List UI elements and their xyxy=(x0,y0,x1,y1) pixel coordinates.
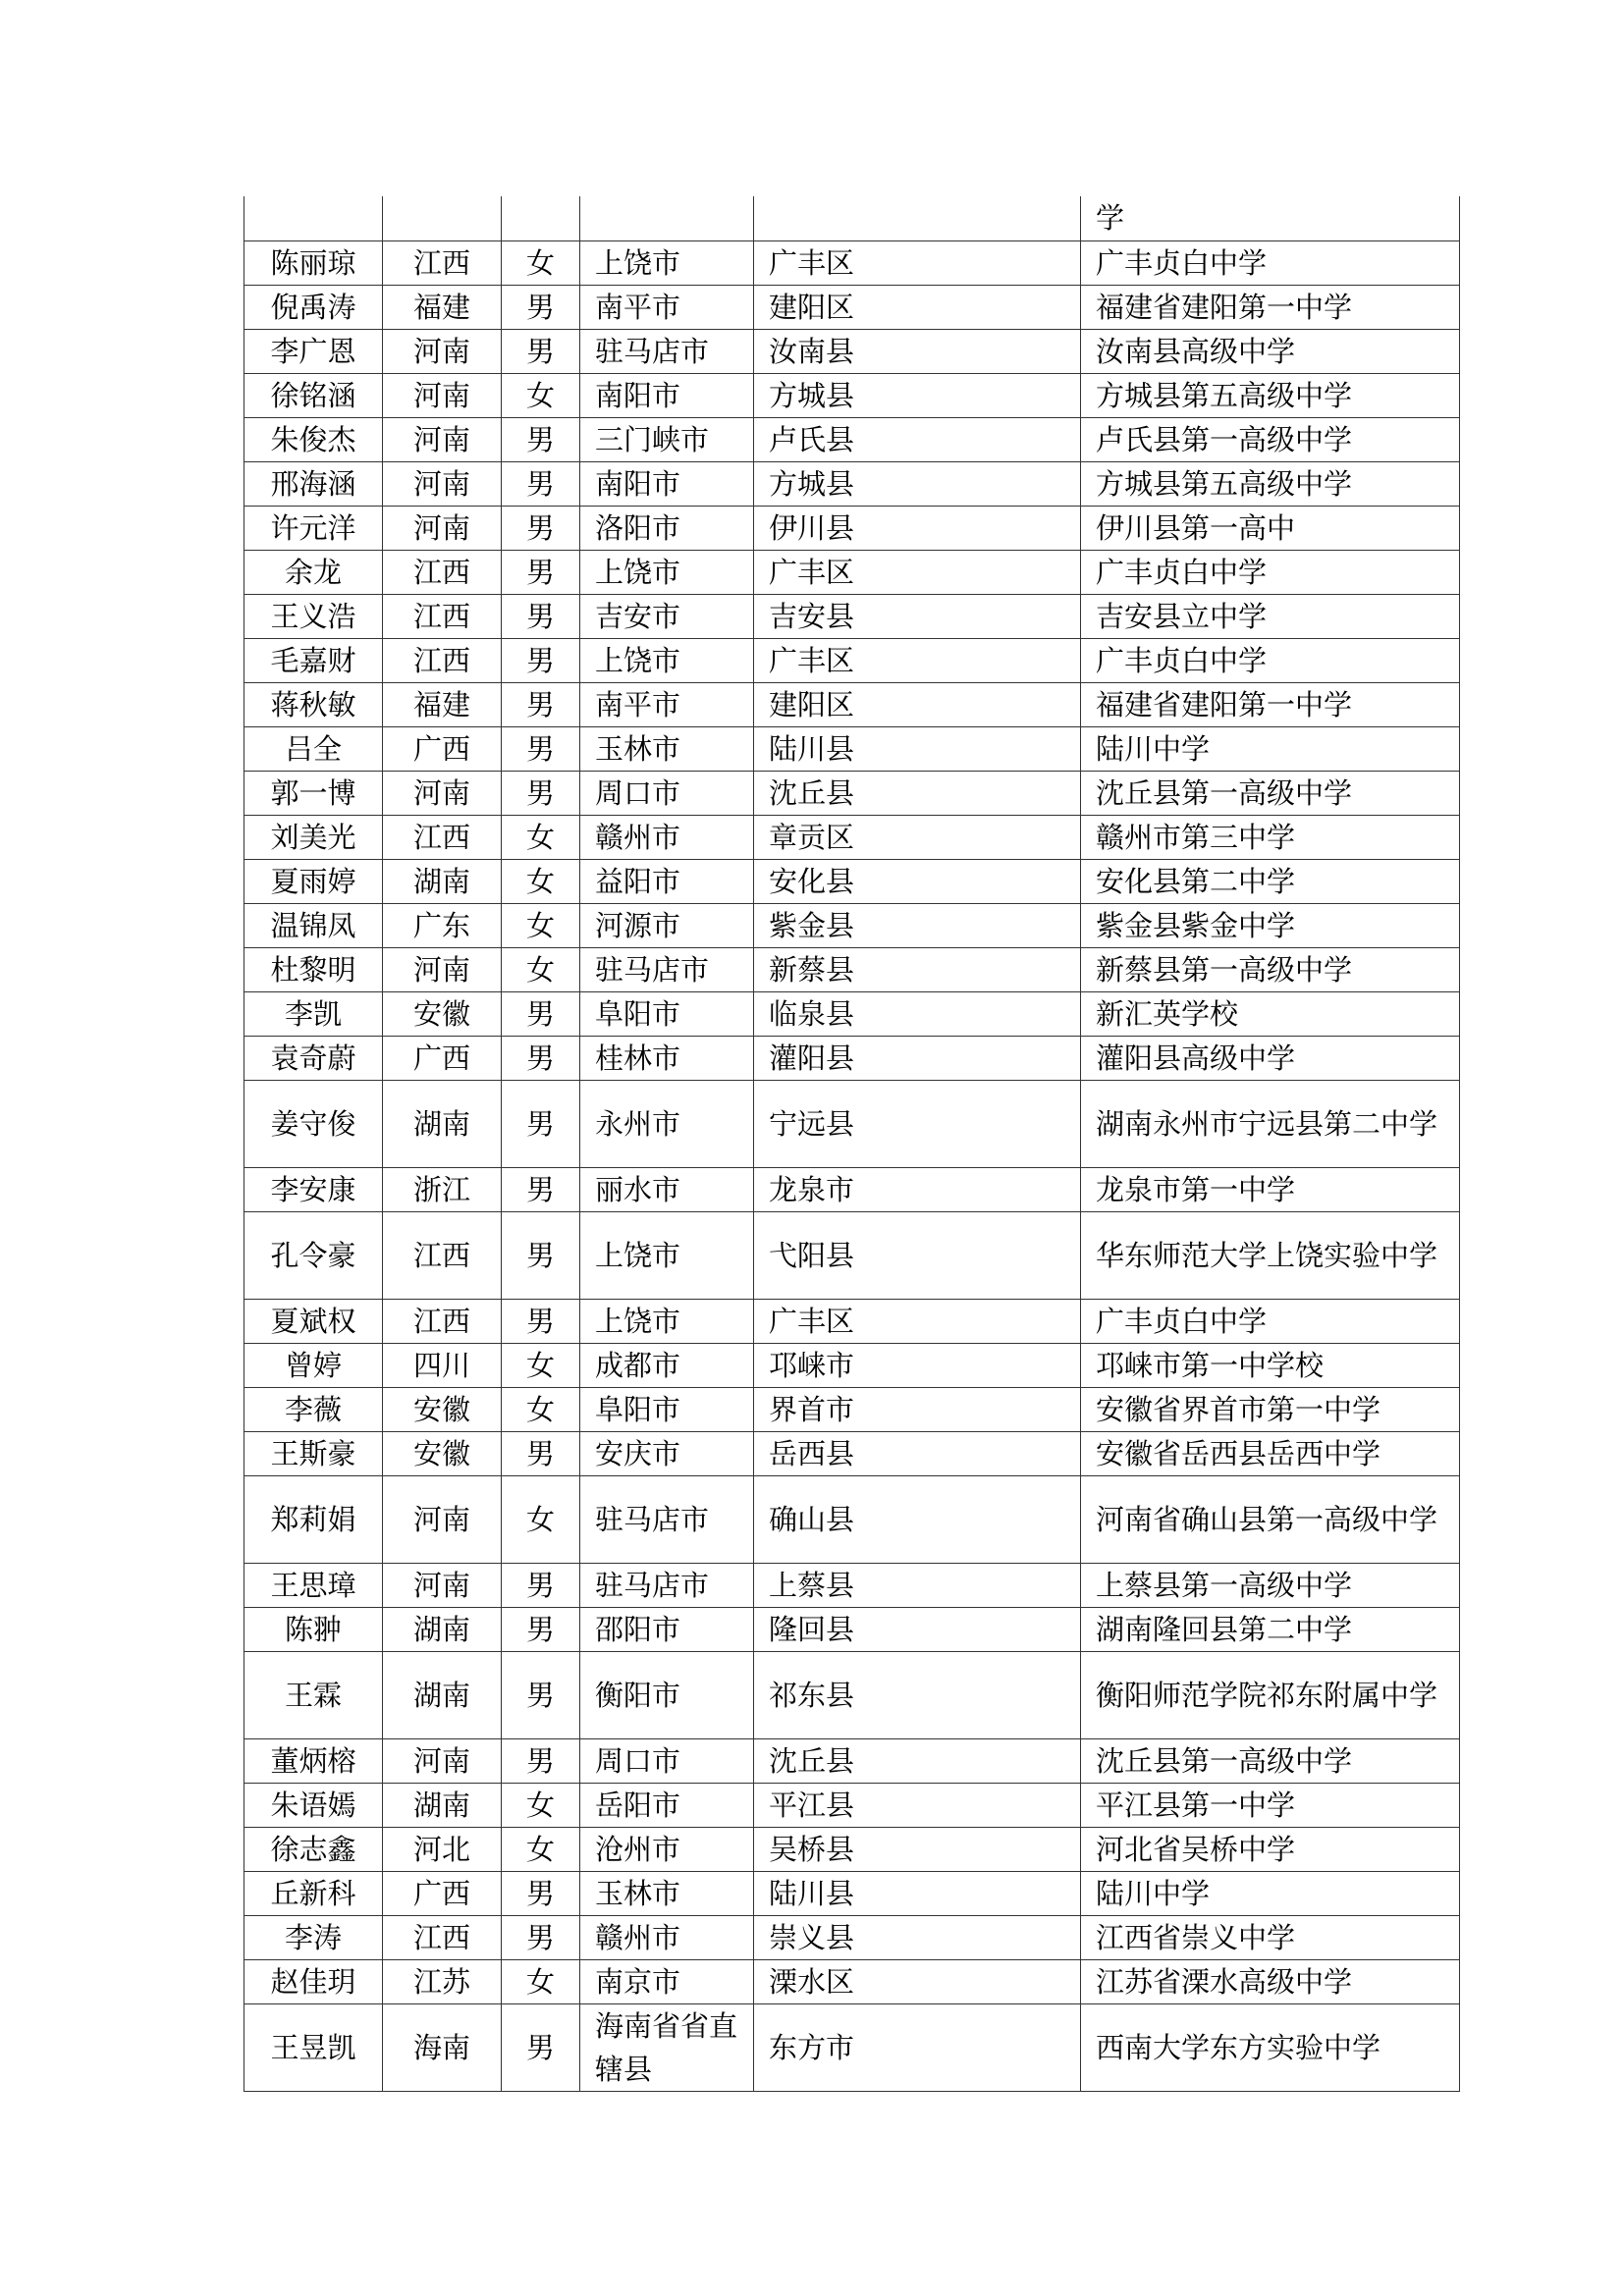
county-cell: 汝南县 xyxy=(754,329,1081,373)
table-row xyxy=(244,1959,1460,2003)
city-cell: 赣州市 xyxy=(580,1915,754,1959)
province-cell: 江西 xyxy=(383,550,502,594)
student-name-cell: 李广恩 xyxy=(244,329,383,373)
gender-cell: 女 xyxy=(502,1343,580,1387)
city-cell: 丽水市 xyxy=(580,1167,754,1211)
student-name-cell: 许元洋 xyxy=(244,506,383,550)
city-cell: 洛阳市 xyxy=(580,506,754,550)
school-cell: 广丰贞白中学 xyxy=(1081,1299,1460,1343)
school-cell: 灌阳县高级中学 xyxy=(1081,1036,1460,1080)
province-cell: 安徽 xyxy=(383,991,502,1036)
table-row xyxy=(244,1827,1460,1871)
gender-cell: 男 xyxy=(502,771,580,815)
school-cell: 广丰贞白中学 xyxy=(1081,550,1460,594)
county-cell: 方城县 xyxy=(754,461,1081,506)
county-cell: 祁东县 xyxy=(754,1651,1081,1738)
county-cell: 确山县 xyxy=(754,1475,1081,1563)
gender-cell: 男 xyxy=(502,726,580,771)
city-cell: 玉林市 xyxy=(580,1871,754,1915)
student-name-cell: 温锦凤 xyxy=(244,903,383,947)
county-cell: 伊川县 xyxy=(754,506,1081,550)
gender-cell: 男 xyxy=(502,1211,580,1299)
student-name-cell: 余龙 xyxy=(244,550,383,594)
student-name-cell: 倪禹涛 xyxy=(244,285,383,329)
school-cell: 湖南隆回县第二中学 xyxy=(1081,1607,1460,1651)
gender-cell: 男 xyxy=(502,1431,580,1475)
school-cell: 吉安县立中学 xyxy=(1081,594,1460,638)
student-name-cell: 孔令豪 xyxy=(244,1211,383,1299)
city-cell xyxy=(580,196,754,240)
gender-cell: 女 xyxy=(502,947,580,991)
province-cell: 河南 xyxy=(383,1563,502,1607)
province-cell: 河南 xyxy=(383,771,502,815)
student-name-cell: 刘美光 xyxy=(244,815,383,859)
city-cell: 周口市 xyxy=(580,771,754,815)
county-cell: 沈丘县 xyxy=(754,771,1081,815)
county-cell: 建阳区 xyxy=(754,682,1081,726)
city-cell: 南阳市 xyxy=(580,461,754,506)
table-row xyxy=(244,240,1460,285)
province-cell: 湖南 xyxy=(383,1651,502,1738)
province-cell: 河南 xyxy=(383,947,502,991)
school-cell: 福建省建阳第一中学 xyxy=(1081,285,1460,329)
student-name-cell: 陈翀 xyxy=(244,1607,383,1651)
school-cell: 湖南永州市宁远县第二中学 xyxy=(1081,1080,1460,1167)
table-row xyxy=(244,859,1460,903)
gender-cell: 男 xyxy=(502,550,580,594)
county-cell: 紫金县 xyxy=(754,903,1081,947)
student-name-cell: 杜黎明 xyxy=(244,947,383,991)
table-row xyxy=(244,506,1460,550)
student-name-cell: 徐铭涵 xyxy=(244,373,383,417)
province-cell: 河南 xyxy=(383,1475,502,1563)
gender-cell: 男 xyxy=(502,1036,580,1080)
student-name-cell: 夏斌权 xyxy=(244,1299,383,1343)
gender-cell: 男 xyxy=(502,638,580,682)
table-row xyxy=(244,991,1460,1036)
table-row xyxy=(244,1475,1460,1563)
student-name-cell: 王霖 xyxy=(244,1651,383,1738)
province-cell: 湖南 xyxy=(383,1607,502,1651)
province-cell: 四川 xyxy=(383,1343,502,1387)
gender-cell: 男 xyxy=(502,594,580,638)
county-cell: 吴桥县 xyxy=(754,1827,1081,1871)
student-name-cell: 袁奇蔚 xyxy=(244,1036,383,1080)
county-cell: 崇义县 xyxy=(754,1915,1081,1959)
city-cell: 益阳市 xyxy=(580,859,754,903)
student-name-cell: 李安康 xyxy=(244,1167,383,1211)
student-name-cell: 夏雨婷 xyxy=(244,859,383,903)
student-name-cell: 郑莉娟 xyxy=(244,1475,383,1563)
city-cell: 阜阳市 xyxy=(580,1387,754,1431)
table-row xyxy=(244,1036,1460,1080)
table-row xyxy=(244,771,1460,815)
table-row xyxy=(244,682,1460,726)
county-cell: 广丰区 xyxy=(754,550,1081,594)
province-cell: 湖南 xyxy=(383,859,502,903)
student-name-cell: 赵佳玥 xyxy=(244,1959,383,2003)
county-cell: 岳西县 xyxy=(754,1431,1081,1475)
student-name-cell: 李薇 xyxy=(244,1387,383,1431)
city-cell: 周口市 xyxy=(580,1738,754,1783)
province-cell: 福建 xyxy=(383,682,502,726)
school-cell: 邛崃市第一中学校 xyxy=(1081,1343,1460,1387)
student-name-cell: 王斯豪 xyxy=(244,1431,383,1475)
school-cell: 赣州市第三中学 xyxy=(1081,815,1460,859)
city-cell: 阜阳市 xyxy=(580,991,754,1036)
student-name-cell: 李涛 xyxy=(244,1915,383,1959)
table-row xyxy=(244,1915,1460,1959)
city-cell: 玉林市 xyxy=(580,726,754,771)
student-name-cell: 李凯 xyxy=(244,991,383,1036)
school-cell: 广丰贞白中学 xyxy=(1081,638,1460,682)
gender-cell: 女 xyxy=(502,1475,580,1563)
county-cell: 灌阳县 xyxy=(754,1036,1081,1080)
city-cell: 河源市 xyxy=(580,903,754,947)
city-cell: 安庆市 xyxy=(580,1431,754,1475)
student-name-cell: 邢海涵 xyxy=(244,461,383,506)
city-cell: 衡阳市 xyxy=(580,1651,754,1738)
city-cell: 南平市 xyxy=(580,285,754,329)
province-cell: 湖南 xyxy=(383,1783,502,1827)
table-row xyxy=(244,1783,1460,1827)
county-cell: 邛崃市 xyxy=(754,1343,1081,1387)
table-row xyxy=(244,1080,1460,1167)
student-name-cell: 朱语嫣 xyxy=(244,1783,383,1827)
city-cell: 南阳市 xyxy=(580,373,754,417)
gender-cell: 男 xyxy=(502,1607,580,1651)
gender-cell: 男 xyxy=(502,2003,580,2091)
school-cell: 江苏省溧水高级中学 xyxy=(1081,1959,1460,2003)
school-cell: 平江县第一中学 xyxy=(1081,1783,1460,1827)
gender-cell: 男 xyxy=(502,1871,580,1915)
city-cell: 吉安市 xyxy=(580,594,754,638)
province-cell: 江西 xyxy=(383,240,502,285)
table-row xyxy=(244,1299,1460,1343)
city-cell: 沧州市 xyxy=(580,1827,754,1871)
school-cell: 西南大学东方实验中学 xyxy=(1081,2003,1460,2091)
county-cell: 广丰区 xyxy=(754,1299,1081,1343)
county-cell: 隆回县 xyxy=(754,1607,1081,1651)
student-name-cell: 吕全 xyxy=(244,726,383,771)
table-row xyxy=(244,903,1460,947)
province-cell: 江西 xyxy=(383,815,502,859)
school-cell: 陆川中学 xyxy=(1081,726,1460,771)
table-row xyxy=(244,417,1460,461)
province-cell: 广东 xyxy=(383,903,502,947)
county-cell: 平江县 xyxy=(754,1783,1081,1827)
school-cell: 沈丘县第一高级中学 xyxy=(1081,1738,1460,1783)
gender-cell: 男 xyxy=(502,417,580,461)
county-cell: 广丰区 xyxy=(754,638,1081,682)
county-cell: 临泉县 xyxy=(754,991,1081,1036)
gender-cell: 男 xyxy=(502,1651,580,1738)
student-name-cell: 曾婷 xyxy=(244,1343,383,1387)
province-cell: 福建 xyxy=(383,285,502,329)
table-row xyxy=(244,1738,1460,1783)
province-cell: 安徽 xyxy=(383,1387,502,1431)
county-cell: 弋阳县 xyxy=(754,1211,1081,1299)
table-row xyxy=(244,1167,1460,1211)
province-cell: 广西 xyxy=(383,1036,502,1080)
school-cell: 陆川中学 xyxy=(1081,1871,1460,1915)
gender-cell: 男 xyxy=(502,1167,580,1211)
table-row xyxy=(244,1651,1460,1738)
city-cell: 上饶市 xyxy=(580,1299,754,1343)
county-cell: 溧水区 xyxy=(754,1959,1081,2003)
gender-cell: 男 xyxy=(502,1563,580,1607)
province-cell: 江西 xyxy=(383,1211,502,1299)
school-cell: 学 xyxy=(1081,196,1460,240)
school-cell: 安徽省界首市第一中学 xyxy=(1081,1387,1460,1431)
province-cell xyxy=(383,196,502,240)
county-cell: 陆川县 xyxy=(754,726,1081,771)
student-name-cell: 徐志鑫 xyxy=(244,1827,383,1871)
county-cell: 东方市 xyxy=(754,2003,1081,2091)
student-name-cell: 王昱凯 xyxy=(244,2003,383,2091)
table-row xyxy=(244,1343,1460,1387)
gender-cell: 男 xyxy=(502,1299,580,1343)
county-cell: 沈丘县 xyxy=(754,1738,1081,1783)
gender-cell: 男 xyxy=(502,506,580,550)
school-cell: 伊川县第一高中 xyxy=(1081,506,1460,550)
student-name-cell: 郭一博 xyxy=(244,771,383,815)
province-cell: 广西 xyxy=(383,726,502,771)
gender-cell: 男 xyxy=(502,1915,580,1959)
table-row xyxy=(244,2003,1460,2091)
province-cell: 河南 xyxy=(383,373,502,417)
city-cell: 上饶市 xyxy=(580,1211,754,1299)
city-cell: 上饶市 xyxy=(580,240,754,285)
county-cell: 吉安县 xyxy=(754,594,1081,638)
gender-cell: 女 xyxy=(502,1959,580,2003)
province-cell: 江苏 xyxy=(383,1959,502,2003)
county-cell: 界首市 xyxy=(754,1387,1081,1431)
city-cell: 赣州市 xyxy=(580,815,754,859)
student-table xyxy=(244,196,1460,2092)
province-cell: 河南 xyxy=(383,1738,502,1783)
province-cell: 江西 xyxy=(383,594,502,638)
province-cell: 河北 xyxy=(383,1827,502,1871)
school-cell: 安徽省岳西县岳西中学 xyxy=(1081,1431,1460,1475)
table-row xyxy=(244,329,1460,373)
school-cell: 河北省吴桥中学 xyxy=(1081,1827,1460,1871)
city-cell: 上饶市 xyxy=(580,638,754,682)
county-cell: 上蔡县 xyxy=(754,1563,1081,1607)
table-row xyxy=(244,1607,1460,1651)
school-cell: 安化县第二中学 xyxy=(1081,859,1460,903)
table-row xyxy=(244,285,1460,329)
county-cell: 广丰区 xyxy=(754,240,1081,285)
province-cell: 安徽 xyxy=(383,1431,502,1475)
province-cell: 广西 xyxy=(383,1871,502,1915)
county-cell: 建阳区 xyxy=(754,285,1081,329)
table-row xyxy=(244,638,1460,682)
city-cell: 海南省省直辖县 xyxy=(580,2003,754,2091)
table-row xyxy=(244,550,1460,594)
province-cell: 江西 xyxy=(383,1299,502,1343)
gender-cell: 男 xyxy=(502,461,580,506)
student-name-cell: 姜守俊 xyxy=(244,1080,383,1167)
city-cell: 南京市 xyxy=(580,1959,754,2003)
student-name-cell: 丘新科 xyxy=(244,1871,383,1915)
student-name-cell xyxy=(244,196,383,240)
gender-cell: 女 xyxy=(502,1783,580,1827)
table-row xyxy=(244,373,1460,417)
school-cell: 紫金县紫金中学 xyxy=(1081,903,1460,947)
city-cell: 桂林市 xyxy=(580,1036,754,1080)
table-row xyxy=(244,1563,1460,1607)
school-cell: 方城县第五高级中学 xyxy=(1081,373,1460,417)
table-row xyxy=(244,461,1460,506)
school-cell: 方城县第五高级中学 xyxy=(1081,461,1460,506)
school-cell: 汝南县高级中学 xyxy=(1081,329,1460,373)
county-cell: 章贡区 xyxy=(754,815,1081,859)
gender-cell: 女 xyxy=(502,1387,580,1431)
county-cell: 龙泉市 xyxy=(754,1167,1081,1211)
student-name-cell: 董炳榕 xyxy=(244,1738,383,1783)
gender-cell: 男 xyxy=(502,285,580,329)
city-cell: 邵阳市 xyxy=(580,1607,754,1651)
city-cell: 三门峡市 xyxy=(580,417,754,461)
gender-cell: 女 xyxy=(502,815,580,859)
table-row xyxy=(244,815,1460,859)
table-row xyxy=(244,1211,1460,1299)
table-row xyxy=(244,1431,1460,1475)
school-cell: 福建省建阳第一中学 xyxy=(1081,682,1460,726)
school-cell: 衡阳师范学院祁东附属中学 xyxy=(1081,1651,1460,1738)
table-row xyxy=(244,1387,1460,1431)
city-cell: 驻马店市 xyxy=(580,1563,754,1607)
gender-cell: 男 xyxy=(502,1738,580,1783)
school-cell: 卢氏县第一高级中学 xyxy=(1081,417,1460,461)
table-row xyxy=(244,726,1460,771)
table-row xyxy=(244,1871,1460,1915)
gender-cell: 男 xyxy=(502,991,580,1036)
city-cell: 驻马店市 xyxy=(580,329,754,373)
county-cell xyxy=(754,196,1081,240)
gender-cell: 女 xyxy=(502,903,580,947)
school-cell: 上蔡县第一高级中学 xyxy=(1081,1563,1460,1607)
county-cell: 陆川县 xyxy=(754,1871,1081,1915)
gender-cell: 女 xyxy=(502,859,580,903)
city-cell: 永州市 xyxy=(580,1080,754,1167)
county-cell: 安化县 xyxy=(754,859,1081,903)
province-cell: 湖南 xyxy=(383,1080,502,1167)
county-cell: 新蔡县 xyxy=(754,947,1081,991)
city-cell: 岳阳市 xyxy=(580,1783,754,1827)
city-cell: 驻马店市 xyxy=(580,1475,754,1563)
county-cell: 卢氏县 xyxy=(754,417,1081,461)
gender-cell: 女 xyxy=(502,373,580,417)
student-name-cell: 蒋秋敏 xyxy=(244,682,383,726)
gender-cell: 女 xyxy=(502,240,580,285)
school-cell: 新汇英学校 xyxy=(1081,991,1460,1036)
county-cell: 方城县 xyxy=(754,373,1081,417)
city-cell: 驻马店市 xyxy=(580,947,754,991)
table-row xyxy=(244,196,1460,240)
city-cell: 成都市 xyxy=(580,1343,754,1387)
table-row xyxy=(244,947,1460,991)
province-cell: 海南 xyxy=(383,2003,502,2091)
gender-cell xyxy=(502,196,580,240)
gender-cell: 男 xyxy=(502,329,580,373)
province-cell: 浙江 xyxy=(383,1167,502,1211)
student-name-cell: 朱俊杰 xyxy=(244,417,383,461)
gender-cell: 男 xyxy=(502,682,580,726)
province-cell: 江西 xyxy=(383,638,502,682)
province-cell: 河南 xyxy=(383,461,502,506)
province-cell: 河南 xyxy=(383,417,502,461)
province-cell: 河南 xyxy=(383,506,502,550)
school-cell: 河南省确山县第一高级中学 xyxy=(1081,1475,1460,1563)
city-cell: 上饶市 xyxy=(580,550,754,594)
student-name-cell: 王义浩 xyxy=(244,594,383,638)
student-name-cell: 毛嘉财 xyxy=(244,638,383,682)
school-cell: 新蔡县第一高级中学 xyxy=(1081,947,1460,991)
gender-cell: 男 xyxy=(502,1080,580,1167)
school-cell: 广丰贞白中学 xyxy=(1081,240,1460,285)
student-name-cell: 王思璋 xyxy=(244,1563,383,1607)
province-cell: 江西 xyxy=(383,1915,502,1959)
school-cell: 沈丘县第一高级中学 xyxy=(1081,771,1460,815)
school-cell: 龙泉市第一中学 xyxy=(1081,1167,1460,1211)
table-row xyxy=(244,594,1460,638)
city-cell: 南平市 xyxy=(580,682,754,726)
county-cell: 宁远县 xyxy=(754,1080,1081,1167)
school-cell: 华东师范大学上饶实验中学 xyxy=(1081,1211,1460,1299)
province-cell: 河南 xyxy=(383,329,502,373)
gender-cell: 女 xyxy=(502,1827,580,1871)
school-cell: 江西省崇义中学 xyxy=(1081,1915,1460,1959)
student-name-cell: 陈丽琼 xyxy=(244,240,383,285)
